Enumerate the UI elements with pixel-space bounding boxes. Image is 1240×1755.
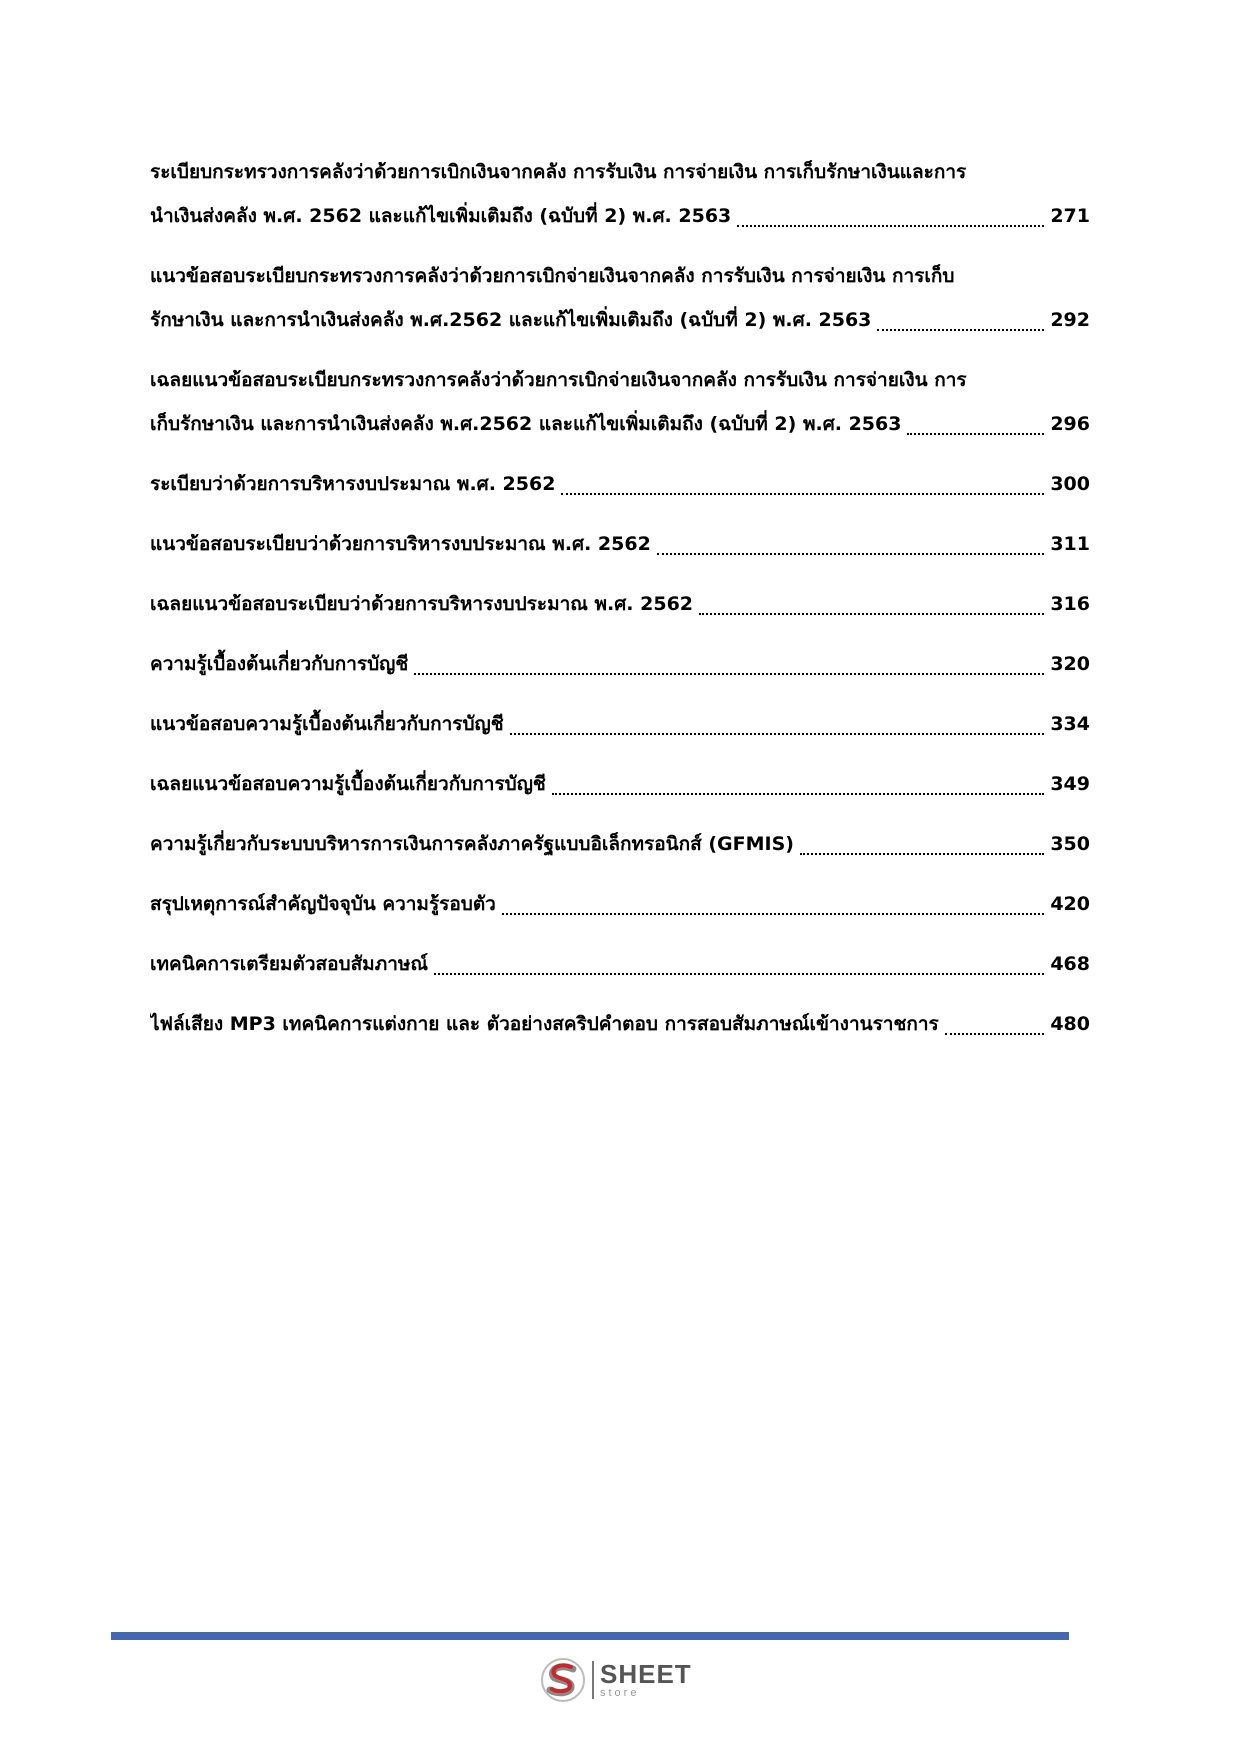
dot-leader	[737, 225, 1044, 227]
toc-page-number: 311	[1050, 533, 1090, 555]
toc-page-number: 296	[1050, 413, 1090, 435]
toc-entry-last-line	[150, 194, 1090, 238]
toc-entry[interactable]	[150, 642, 1090, 686]
toc-entry-title: สรุปเหตุการณ์สำคัญปัจจุบัน ความรู้รอบตัว	[150, 893, 496, 915]
toc-page-number: 320	[1050, 653, 1090, 675]
toc-page-number: 420	[1050, 893, 1090, 915]
toc-entry-last-line	[150, 642, 1090, 686]
toc-entry-title: แนวข้อสอบความรู้เบื้องต้นเกี่ยวกับการบัญชี	[150, 713, 504, 735]
toc-entry-title-line: เฉลยแนวข้อสอบระเบียบกระทรวงการคลังว่าด้วยการเบิกจ่ายเงินจากคลัง การรับเงิน การจ่ายเงิน การ	[150, 369, 967, 391]
toc-page-number: 349	[1050, 773, 1090, 795]
toc-entry-last-line	[150, 882, 1090, 926]
toc-entry-title: ระเบียบว่าด้วยการบริหารงบประมาณ พ.ศ. 2562	[150, 473, 556, 495]
toc-entry[interactable]	[150, 462, 1090, 506]
toc-entry-last-line	[150, 762, 1090, 806]
toc-page-number: 292	[1050, 309, 1090, 331]
dot-leader	[699, 613, 1044, 615]
logo-wordmark	[600, 1661, 692, 1699]
logo-word-sheet: SHEET	[600, 1659, 692, 1689]
toc-entry[interactable]	[150, 1002, 1090, 1046]
dot-leader	[502, 913, 1044, 915]
toc-entry-title: แนวข้อสอบระเบียบว่าด้วยการบริหารงบประมาณ พ.ศ. 2562	[150, 533, 651, 555]
footer-rule	[111, 1632, 1069, 1640]
toc-entry-last-line	[150, 402, 1090, 446]
toc-entry-last-line	[150, 942, 1090, 986]
toc-entry-last-line	[150, 522, 1090, 566]
toc-page-number: 480	[1050, 1013, 1090, 1035]
dot-leader	[657, 553, 1045, 555]
sheet-store-logo	[540, 1657, 720, 1703]
toc-entry[interactable]	[150, 522, 1090, 566]
table-of-contents	[150, 150, 1090, 1062]
toc-entry-title: เฉลยแนวข้อสอบความรู้เบื้องต้นเกี่ยวกับการบัญชี	[150, 773, 546, 795]
dot-leader	[800, 853, 1044, 855]
dot-leader	[877, 329, 1044, 331]
toc-entry-title-line: ระเบียบกระทรวงการคลังว่าด้วยการเบิกเงินจากคลัง การรับเงิน การจ่ายเงิน การเก็บรักษาเงินและการ	[150, 161, 967, 183]
dot-leader	[414, 673, 1044, 675]
toc-entry-title: รักษาเงิน และการนำเงินส่งคลัง พ.ศ.2562 และแก้ไขเพิ่มเติมถึง (ฉบับที่ 2) พ.ศ. 2563	[150, 309, 872, 331]
toc-entry[interactable]	[150, 882, 1090, 926]
toc-entry-title: เก็บรักษาเงิน และการนำเงินส่งคลัง พ.ศ.2562 และแก้ไขเพิ่มเติมถึง (ฉบับที่ 2) พ.ศ. 2563	[150, 413, 902, 435]
toc-entry[interactable]	[150, 822, 1090, 866]
toc-page-number: 334	[1050, 713, 1090, 735]
toc-page-number: 316	[1050, 593, 1090, 615]
dot-leader	[945, 1033, 1045, 1035]
toc-entry-title-line: แนวข้อสอบระเบียบกระทรวงการคลังว่าด้วยการเบิกจ่ายเงินจากคลัง การรับเงิน การจ่ายเงิน การเก็บ	[150, 265, 955, 287]
toc-entry-last-line	[150, 582, 1090, 626]
toc-entry-last-line	[150, 1002, 1090, 1046]
dot-leader	[510, 733, 1045, 735]
toc-entry[interactable]	[150, 582, 1090, 626]
toc-entry[interactable]	[150, 762, 1090, 806]
toc-entry[interactable]	[150, 702, 1090, 746]
toc-entry[interactable]	[150, 150, 1090, 238]
dot-leader	[561, 493, 1044, 495]
toc-page-number: 468	[1050, 953, 1090, 975]
toc-page-number: 271	[1050, 205, 1090, 227]
toc-entry-title: ความรู้เกี่ยวกับระบบบริหารการเงินการคลังภาครัฐแบบอิเล็กทรอนิกส์ (GFMIS)	[150, 833, 794, 855]
dot-leader	[907, 433, 1044, 435]
toc-entry-last-line	[150, 462, 1090, 506]
logo-separator	[592, 1661, 594, 1699]
logo-word-store: store	[600, 1687, 640, 1699]
toc-entry-title: ความรู้เบื้องต้นเกี่ยวกับการบัญชี	[150, 653, 409, 675]
toc-entry-last-line	[150, 702, 1090, 746]
toc-entry-last-line	[150, 298, 1090, 342]
toc-page-number: 350	[1050, 833, 1090, 855]
toc-page-number: 300	[1050, 473, 1090, 495]
toc-entry[interactable]	[150, 358, 1090, 446]
sheet-store-logo-icon	[540, 1657, 586, 1703]
toc-entry[interactable]	[150, 254, 1090, 342]
dot-leader	[552, 793, 1045, 795]
toc-entry-title: เฉลยแนวข้อสอบระเบียบว่าด้วยการบริหารงบประมาณ พ.ศ. 2562	[150, 593, 694, 615]
toc-entry-title: เทคนิคการเตรียมตัวสอบสัมภาษณ์	[150, 953, 429, 975]
dot-leader	[434, 973, 1044, 975]
toc-entry-last-line	[150, 822, 1090, 866]
toc-entry[interactable]	[150, 942, 1090, 986]
toc-entry-title: นำเงินส่งคลัง พ.ศ. 2562 และแก้ไขเพิ่มเติมถึง (ฉบับที่ 2) พ.ศ. 2563	[150, 205, 732, 227]
toc-entry-title: ไฟล์เสียง MP3 เทคนิคการแต่งกาย และ ตัวอย่างสคริปคำตอบ การสอบสัมภาษณ์เข้างานราชการ	[150, 1013, 939, 1035]
